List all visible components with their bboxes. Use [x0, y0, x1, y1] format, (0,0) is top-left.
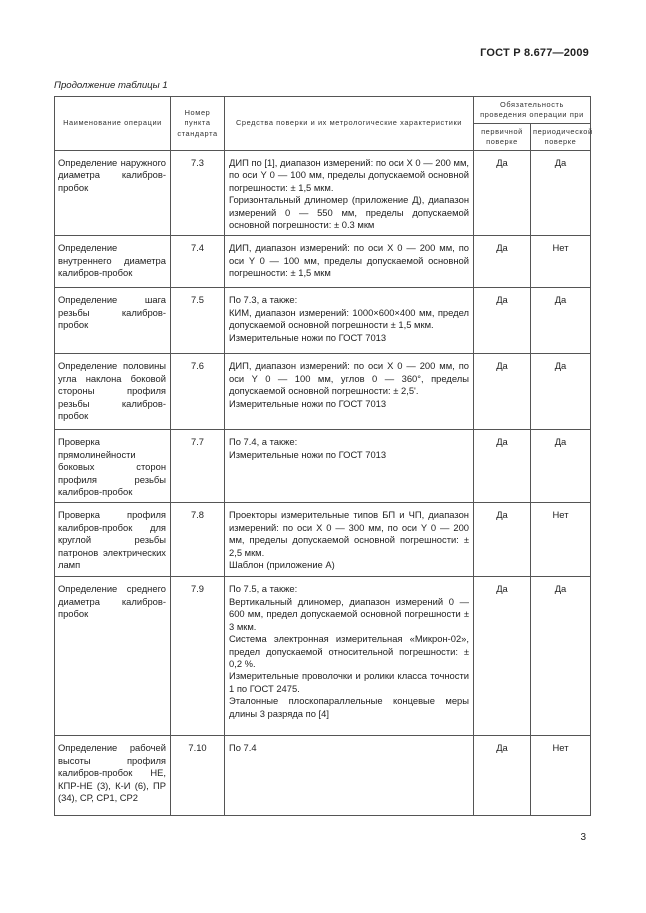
means-line: Система электронная измерительная «Микрон-02», предел допускаемой относительной погрешности: ± 0,2 %. [229, 633, 469, 669]
means-line: Горизонтальный длиномер (приложение Д), диапазон измерений 0 — 550 мм, пределы допускаемой основной погрешности: ± 0.3 мкм [229, 194, 469, 231]
periodic-value: Да [531, 354, 591, 430]
clause-number: 7.6 [171, 354, 225, 430]
means-line: Измерительные проволочки и ролики класса точности 1 по ГОСТ 2475. [229, 670, 469, 694]
means-line: Шаблон (приложение А) [229, 559, 335, 571]
operation-name: Определение шага резьбы калибров-пробок [55, 288, 171, 354]
means-line: КИМ, диапазон измерений: 1000×600×400 мм, предел допускаемой основной погрешности ± 1,5 мкм. [229, 306, 469, 331]
primary-value: Да [474, 236, 531, 288]
clause-number: 7.3 [171, 151, 225, 236]
header-means: Средства поверки и их метрологические характеристики [225, 97, 474, 151]
header-name: Наименование операции [55, 97, 171, 151]
means-cell [225, 236, 474, 288]
periodic-value: Нет [531, 503, 591, 577]
means-line: ДИП, диапазон измерений: по оси X 0 — 200 мм, по оси Y 0 — 100 мм, углов 0 — 360°, пределы допускаемой основной погрешности: ± 2,5'. [229, 360, 469, 397]
periodic-value: Да [531, 151, 591, 236]
operation-name: Проверка профиля калибров-пробок для круглой резьбы патронов электрических ламп [55, 503, 171, 577]
means-line: По 7.5, а также: [229, 583, 298, 595]
operation-name: Проверка прямолинейности боковых сторон профиля резьбы калибров-пробок [55, 430, 171, 503]
clause-number: 7.5 [171, 288, 225, 354]
means-line: По 7.4 [229, 742, 257, 754]
table-row [55, 736, 591, 816]
periodic-value: Нет [531, 236, 591, 288]
table-caption: Продолжение таблицы 1 [54, 80, 168, 91]
means-line: Измерительные ножи по ГОСТ 7013 [229, 448, 387, 460]
operation-name: Определение внутреннего диаметра калибров-пробок [55, 236, 171, 288]
primary-value: Да [474, 151, 531, 236]
means-cell [225, 577, 474, 736]
means-line: Измерительные ножи по ГОСТ 7013 [229, 331, 387, 343]
primary-value: Да [474, 430, 531, 503]
operation-name: Определение среднего диаметра калибров-пробок [55, 577, 171, 736]
periodic-value: Нет [531, 736, 591, 816]
table-row [55, 430, 591, 503]
header-clause: Номер пункта стандарта [171, 97, 225, 151]
means-cell [225, 503, 474, 577]
means-line: По 7.3, а также: [229, 294, 298, 306]
means-line: По 7.4, а также: [229, 436, 298, 448]
header-periodic: периодической поверке [531, 124, 591, 151]
operation-name: Определение наружного диаметра калибров-пробок [55, 151, 171, 236]
means-line: Вертикальный длиномер, диапазон измерений 0 — 600 мм, предел допускаемой основной погрешности ± 3 мкм. [229, 595, 469, 632]
means-cell [225, 288, 474, 354]
verification-table [54, 96, 591, 816]
means-line: ДИП по [1], диапазон измерений: по оси X 0 — 200 мм, по оси Y 0 — 100 мм, пределы допускаемой основной погрешности: ± 1,5 мкм. [229, 157, 469, 193]
clause-number: 7.4 [171, 236, 225, 288]
clause-number: 7.10 [171, 736, 225, 816]
page-number: 3 [580, 832, 586, 843]
operation-name: Определение половины угла наклона боковой стороны профиля резьбы калибров-пробок [55, 354, 171, 430]
means-cell [225, 430, 474, 503]
standard-number: ГОСТ Р 8.677—2009 [480, 47, 589, 59]
table-row [55, 577, 591, 736]
periodic-value: Да [531, 430, 591, 503]
clause-number: 7.8 [171, 503, 225, 577]
means-cell [225, 354, 474, 430]
table-row [55, 288, 591, 354]
primary-value: Да [474, 354, 531, 430]
header-primary: первичной поверке [474, 124, 531, 151]
periodic-value: Да [531, 288, 591, 354]
header-mandatory: Обязательность проведения операции при [474, 97, 591, 124]
primary-value: Да [474, 503, 531, 577]
means-line: Эталонные плоскопараллельные концевые меры длины 3 разряда по [4] [229, 695, 469, 719]
table-row [55, 354, 591, 430]
means-cell [225, 151, 474, 236]
means-line: Измерительные ножи по ГОСТ 7013 [229, 397, 387, 409]
means-line: Проекторы измерительные типов БП и ЧП, диапазон измерений: по оси X 0 — 300 мм, по оси Y 0 — 200 мм, пределы допускаемой основной погрешности: ± 2,5 мкм. [229, 509, 469, 558]
table-row [55, 151, 591, 236]
periodic-value: Да [531, 577, 591, 736]
operation-name: Определение рабочей высоты профиля калибров-пробок НЕ, КПР-НЕ (3), К-И (6), ПР (34), СР, СР1, СР2 [55, 736, 171, 816]
means-cell [225, 736, 474, 816]
table-row [55, 236, 591, 288]
clause-number: 7.9 [171, 577, 225, 736]
means-line: ДИП, диапазон измерений: по оси X 0 — 200 мм, по оси Y 0 — 100 мм, пределы допускаемой основной погрешности: ± 1,5 мкм [229, 242, 469, 279]
table-row [55, 503, 591, 577]
primary-value: Да [474, 736, 531, 816]
clause-number: 7.7 [171, 430, 225, 503]
primary-value: Да [474, 577, 531, 736]
primary-value: Да [474, 288, 531, 354]
